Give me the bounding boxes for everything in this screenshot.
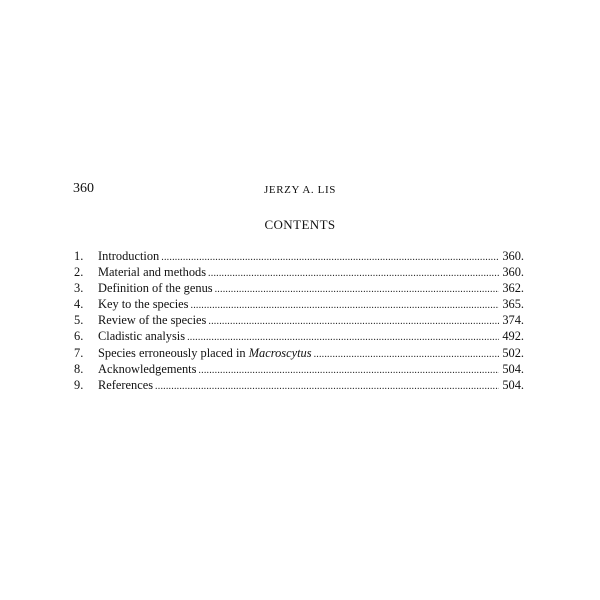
toc-dot-leader [198, 363, 499, 379]
page-number: 360 [73, 181, 94, 196]
toc-entry-title: Review of the species [98, 313, 207, 328]
toc-entry-review-of-species[interactable] [74, 312, 524, 328]
toc-entry-number: 5. [74, 313, 84, 328]
contents-heading: CONTENTS [264, 217, 336, 232]
toc-dot-leader [161, 250, 499, 266]
toc-entry-page: 365. [502, 297, 524, 312]
toc-entry-page: 492. [502, 329, 524, 344]
toc-dot-leader [208, 314, 499, 330]
toc-entry-cladistic-analysis[interactable] [74, 328, 524, 344]
toc-dot-leader [191, 298, 500, 314]
toc-entry-acknowledgements[interactable] [74, 361, 524, 377]
toc-entry-page: 504. [502, 361, 524, 376]
toc-dot-leader [155, 379, 499, 395]
toc-entry-title: Cladistic analysis [98, 329, 186, 344]
toc-entry-page: 360. [502, 249, 524, 263]
table-of-contents [74, 248, 524, 393]
toc-dot-leader [314, 347, 500, 363]
toc-entry-number: 9. [74, 377, 84, 392]
toc-entry-title: Material and methods [98, 265, 207, 280]
toc-entry-material-and-methods[interactable] [74, 264, 524, 280]
toc-entry-species-erroneously-placed[interactable] [74, 345, 524, 361]
toc-entry-number: 3. [74, 281, 84, 296]
toc-entry-number: 1. [74, 249, 84, 263]
toc-entry-title-text: Species erroneously placed in [98, 345, 249, 360]
toc-entry-title: Introduction [98, 249, 160, 263]
toc-entry-title [98, 345, 314, 361]
toc-entry-page: 504. [502, 377, 524, 392]
toc-entry-number: 7. [74, 345, 84, 360]
running-head-author: JERZY A. LIS [264, 184, 336, 196]
toc-entry-introduction[interactable] [74, 248, 524, 264]
toc-entry-definition-of-genus[interactable] [74, 280, 524, 296]
toc-entry-number: 2. [74, 265, 84, 280]
toc-entry-key-to-species[interactable] [74, 296, 524, 312]
toc-dot-leader [215, 282, 500, 298]
toc-entry-number: 4. [74, 297, 84, 312]
toc-entry-number: 8. [74, 361, 84, 376]
toc-entry-title: References [98, 377, 154, 392]
toc-entry-page: 362. [502, 281, 524, 296]
toc-entry-references[interactable] [74, 377, 524, 393]
toc-entry-page: 502. [502, 345, 524, 360]
toc-entry-title: Key to the species [98, 297, 189, 312]
toc-entry-title-genus-italic: Macroscytus [248, 345, 312, 360]
toc-dot-leader [208, 266, 499, 282]
toc-entry-title: Acknowledgements [98, 361, 197, 376]
toc-entry-number: 6. [74, 329, 84, 344]
toc-entry-title: Definition of the genus [98, 281, 213, 296]
toc-entry-page: 360. [502, 265, 524, 280]
toc-entry-page: 374. [502, 313, 524, 328]
